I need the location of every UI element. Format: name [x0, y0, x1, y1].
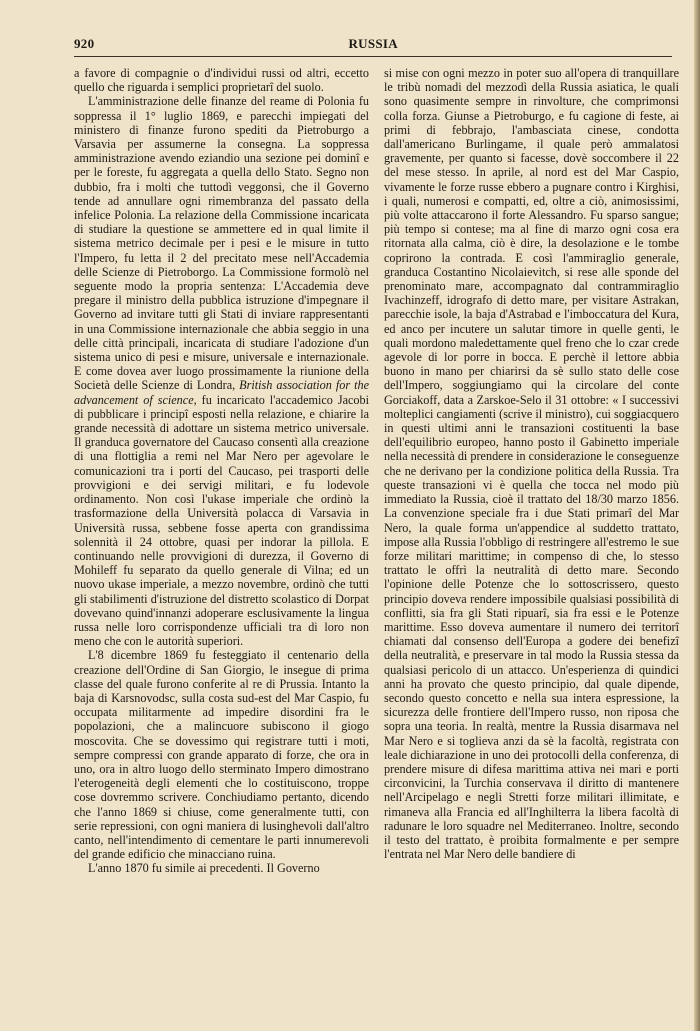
- page-header: [74, 36, 672, 52]
- page-number: 920: [74, 36, 95, 51]
- running-title: RUSSIA: [348, 36, 398, 51]
- paragraph-text: , fu incaricato l'accademico Jacobi di pubblicare i principî esposti nella relazione, e chiarire la grande necessità di adottare un sistema metrico universale. Il granduca governatore del Caucaso consentì alla creazione di una flottiglia a remi nel Mar Nero per agevolare le comunicazioni tra i porti del Caucaso, pei trasporti delle provvigioni e dei servigi militari, e fu lodevole ordinamento. Non così l'ukase imperiale che ordinò la trasformazione della Università polacca di Varsavia in Università russa, sebbene fosse aperta con grandissima solennità il 24 ottobre, quasi per indorar la pillola. E continuando nelle provvigioni di durezza, il Governo di Mohileff fu separato da quello generale di Vilna; ed un nuovo ukase imperiale, a mezzo novembre, ordinò che tutti gli stabilimenti d'istruzione del distretto scolastico di Dorpat dovevano quind'innanzi adoperare esclusivamente la lingua russa nelle loro corrispondenze ufficiali tra di loro non meno che con le autorità superiori.: [74, 392, 370, 649]
- left-column: [74, 66, 369, 876]
- paragraph: L'anno 1870 fu simile ai precedenti. Il Governo: [88, 861, 320, 876]
- paragraph: a favore di compagnie o d'individui russi od altri, eccetto quello che riguarda i semplici proprietarî del suolo.: [74, 66, 369, 95]
- paragraph: [74, 94, 369, 648]
- italic-title: British association for the advancement of science: [74, 378, 369, 407]
- header-rule: [74, 56, 672, 57]
- paragraph-text: L'amministrazione delle finanze del reame di Polonia fu soppressa il 1° luglio 1869, e parecchi impiegati del ministero di finanze furono spediti da Pietroburgo a Varsavia per assumerne la consegna. La soppressa amministrazione avendo eziandio una sezione pei dominî e per le foreste, fu aggregata a quella dello Stato. Segno non dubbio, fra i molti che tuttodì veggonsi, che il Governo tende ad annullare ogni rimembranza del passato della infelice Polonia. La relazione della Commissione incaricata di studiare la questione se ammettere ed in qual limite il sistema metrico decimale per i pesi e le misure in tutto l'Impero, fu letta il 2 del precitato mese nell'Accademia delle Scienze di Pietroborgo. La Commissione formolò nel seguente modo la propria sentenza: L'Accademia deve pregare il ministro della pubblica istruzione d'impegnare il Governo ad invitare tutti gli Stati di inviare rappresentanti in una Commissione internazionale che abbia seggio in una delle città principali, incaricata di studiare l'adozione d'un sistema unico di pesi e misure, universale e internazionale. E come dovea aver luogo prossimamente la riunione della Società delle Scienze di Londra,: [74, 94, 369, 393]
- paragraph: L'8 dicembre 1869 fu festeggiato il centenario della creazione dell'Ordine di San Giorgio, le insegue di prima classe del quale furono conferite al re di Prussia. Intanto la baja di Karsnovodsc, sulla costa sud-est del Mar Caspio, fu occupata militarmente ad impedire disordini fra le popolazioni, che a malincuore subiscono il giogo moscovita. Che se dovessimo qui registrare tutti i moti, sempre compressi con grande apparato di forze, che ora in uno, ora in altro luogo dello sterminato Impero dimostrano l'eterogeneità degli elementi che lo costituiscono, troppe cose dovremmo scrivere. Conchiudiamo pertanto, dicendo che l'anno 1869 si chiuse, come generalmente tutti, con serie repressioni, con ogni maniera di lusinghevoli dall'altro canto, nell'intendimento di cementare le parti innumerevoli del grande edificio che minacciano ruina.: [74, 648, 369, 862]
- page-edge: [694, 0, 700, 1031]
- paragraph: si mise con ogni mezzo in poter suo all'opera di tranquillare le tribù nomadi del mezzodì della Russia asiatica, le quali sono quasimente sempre in rinvolture, che comprimonsi colla forza. Giunse a Pietroburgo, e fu cagione di feste, ai primi di febbrajo, l'ambasciata cinese, condotta dall'americano Burlingame, il quale però ammalatosi gravemente, per quanto si facesse, dovè soccombere il 22 del mese stesso. In aprile, al nord est del Mar Caspio, vivamente le forze russe ebbero a pugnare contro i Kirghisi, i quali, numerosi e compatti, ed, oltre a ciò, animosissimi, più volte attaccarono il forte Alessandro. Fu sparso sangue; più tempo si contese; ma al fine di marzo ogni cosa era ritornata alla calma, ciò è dire, la desolazione e le tombe coprirono la contrada. E così l'ammiraglio generale, granduca Costantino Nicolaievitch, si rese alle sponde del prenominato mare, accompagnato dal contrammiraglio Ivachinzeff, idrografo di detto mare, per visitare Astrakan, parecchie isole, la baja d'Astrabad e l'imboccatura del Kura, ed anco per incutere un salutar timore in quelle genti, le quali mordono maledettamente quel freno che lo czar crede agevole di lor porre in bocca. E perchè il lettore abbia buono in mano per chiarirsi da sè sullo stato delle cose dell'Impero, soggiungiamo qui la circolare del conte Gorciakoff, data a Zarskoe-Selo il 31 ottobre: « I successivi molteplici cangiamenti (scrive il ministro), cui soggiacquero in questi ultimi anni le transazioni costituenti la base dell'equilibrio europeo, hanno posto il Gabinetto imperiale nella necessità di prendere in considerazione le conseguenze che ne derivano per la condizione politica della Russia. Tra queste transazioni vi è quella che tocca nel modo più immediato la Russia, cioè il trattato del 18/30 marzo 1856. La convenzione speciale fra i due Stati primarî del Mar Nero, la quale forma un'appendice al suddetto trattato, impose alla Russia l'obbligo di restringere all'estremo le sue forze militari marittime; in compenso di che, lo stesso trattato le offrì la neutralità di detto mare. Secondo l'opinione delle Potenze che lo sottoscrissero, questo principio doveva rendere impossibile qualsiasi possibilità di conflitti, sia fra gli Stati ripuarî, sia fra essi e le Potenze marittime. Esso doveva aumentare il numero dei territorî chiamati dal consenso dell'Europa a godere dei benefizî della neutralità, e preservare in tal modo la Russia stessa da qualsiasi pericolo di un attacco. Un'esperienza di quindici anni ha provato che questo principio, dal quale dipende, secondo questo concetto e nella sua intera espressione, la sicurezza delle frontiere dell'Impero russo, non riposa che sopra una teoria. In realtà, mentre la Russia disarmava nel Mar Nero e si toglieva anzi da sè la facoltà, registrata con leale dichiarazione in uno dei protocolli della conferenza, di prendere misure di difesa marittima attiva nei mari e porti circonvicini, la Turchia conservava il diritto di mantenere nell'Arcipelago e negli Stretti forze militari illimitate, e rimaneva alla Francia ed all'Inghilterra la libera facoltà di radunare le loro squadre nel Mediterraneo. Inoltre, secondo il testo del trattato, è proibita formalmente e per sempre l'entrata nel Mar Nero delle bandiere di: [384, 66, 679, 862]
- right-column: [384, 66, 679, 861]
